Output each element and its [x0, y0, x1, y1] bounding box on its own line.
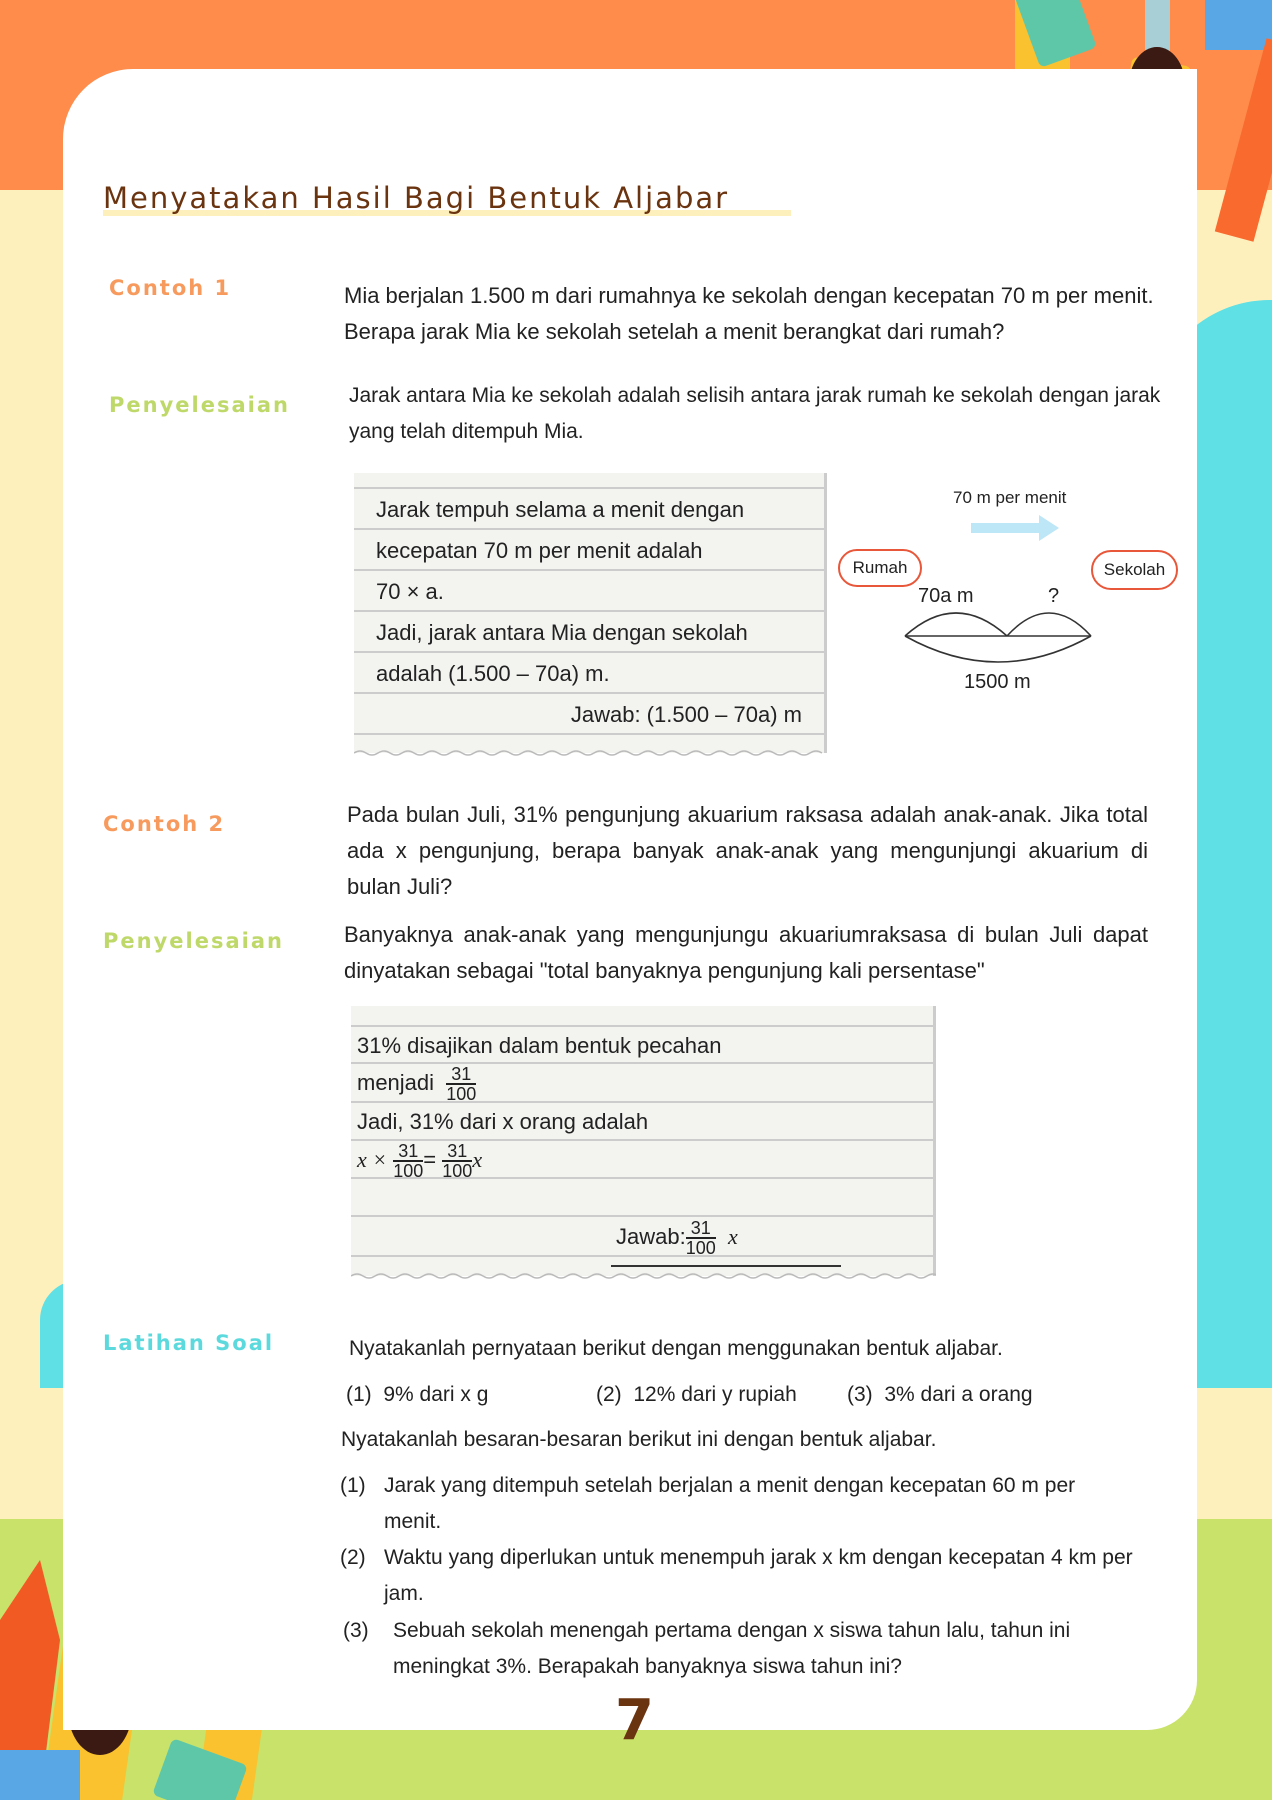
- solution-2-text: Banyaknya anak-anak yang mengunjungu akuariumraksasa di bulan Juli dapat dinyatakan sebagai "total banyaknya pengunjung kali persentase": [344, 922, 1148, 983]
- distance-arcs: [901, 608, 1096, 668]
- wavy-edge: [354, 749, 827, 757]
- table-row: 70 × a.: [354, 569, 824, 610]
- row-text: menjadi: [357, 1070, 435, 1095]
- school-node: Sekolah: [1091, 550, 1178, 590]
- table-row: [351, 1062, 933, 1105]
- solution-1-label: Penyelesaian: [109, 393, 290, 417]
- contoh-1-label: Contoh 1: [109, 276, 232, 300]
- answer-row: [354, 692, 824, 733]
- latihan-intro-2: Nyatakanlah besaran-besaran berikut ini dengan bentuk aljabar.: [341, 1428, 937, 1451]
- contoh-2-question: Pada bulan Juli, 31% pengunjung akuarium raksasa adalah anak-anak. Jika total ada x pengunjung, berapa banyak anak-anak yang mengunjungi akuarium di bulan Juli?: [347, 802, 1148, 899]
- table-row: Jadi, 31% dari x orang adalah: [351, 1101, 933, 1139]
- table-row: Jarak tempuh selama a menit dengan: [354, 487, 824, 528]
- solution-2-label: Penyelesaian: [103, 929, 284, 953]
- latihan-intro-1: Nyatakanlah pernyataan berikut dengan menggunakan bentuk aljabar.: [349, 1337, 1003, 1360]
- table-row: adalah (1.500 – 70a) m.: [354, 651, 824, 692]
- exercise-2-3: (3) Sebuah sekolah menengah pertama dengan x siswa tahun lalu, tahun ini meningkat 3%. Berapakah banyaknya siswa tahun ini?: [343, 1619, 1071, 1678]
- speed-label: 70 m per menit: [953, 488, 1067, 507]
- table-row: x × $\frac{31}{100}$ = $\frac{31}{100}$ x: [351, 1139, 933, 1177]
- home-node: Rumah: [838, 549, 922, 587]
- table-row: kecepatan 70 m per menit adalah: [354, 528, 824, 569]
- walked-label: 70a m: [918, 585, 974, 607]
- total-label: 1500 m: [964, 671, 1031, 693]
- contoh-2-label: Contoh 2: [103, 812, 226, 836]
- latihan-label: Latihan Soal: [103, 1331, 275, 1355]
- exercise-1-3: (3) 3% dari a orang: [847, 1383, 1033, 1406]
- wavy-edge: [351, 1272, 936, 1280]
- page-title: Menyatakan Hasil Bagi Bentuk Aljabar: [103, 181, 730, 215]
- arrow-right-icon: [971, 515, 1061, 541]
- distance-diagram: [836, 473, 1186, 703]
- exercise-1-1: (1) 9% dari x g: [346, 1383, 489, 1406]
- solution-1-table: [354, 473, 827, 753]
- variable-x: x: [472, 1147, 483, 1172]
- unknown-label: ?: [1048, 585, 1060, 607]
- solution-1-text: Jarak antara Mia ke sekolah adalah selisih antara jarak rumah ke sekolah dengan jarak yang telah ditempuh Mia.: [349, 384, 1161, 443]
- equals: =: [423, 1147, 437, 1172]
- answer-1: Jawab: (1.500 – 70a) m: [521, 697, 802, 735]
- exercise-2-1: (1) Jarak yang ditempuh setelah berjalan a menit dengan kecepatan 60 m per menit.: [340, 1474, 1076, 1533]
- exercise-1-2: (2) 12% dari y rupiah: [596, 1383, 797, 1406]
- table-row: 31% disajikan dalam bentuk pecahan: [351, 1025, 933, 1062]
- solution-2-table: [351, 1006, 936, 1276]
- answer-row: [351, 1215, 933, 1259]
- table-row: Jadi, jarak antara Mia dengan sekolah: [354, 610, 824, 651]
- exercise-2-2: (2) Waktu yang diperlukan untuk menempuh jarak x km dengan kecepatan 4 km per jam.: [340, 1546, 1133, 1605]
- contoh-1-question: Mia berjalan 1.500 m dari rumahnya ke sekolah dengan kecepatan 70 m per menit. Berapa jarak Mia ke sekolah setelah a menit berangkat dari rumah?: [344, 283, 1154, 344]
- fraction: $\frac{31}{100}$: [446, 1064, 477, 1105]
- expr-x-times: x ×: [357, 1147, 388, 1172]
- page-number: 7: [615, 1688, 654, 1753]
- answer-2: Jawab: $\frac{31}{100}$ x: [616, 1218, 738, 1259]
